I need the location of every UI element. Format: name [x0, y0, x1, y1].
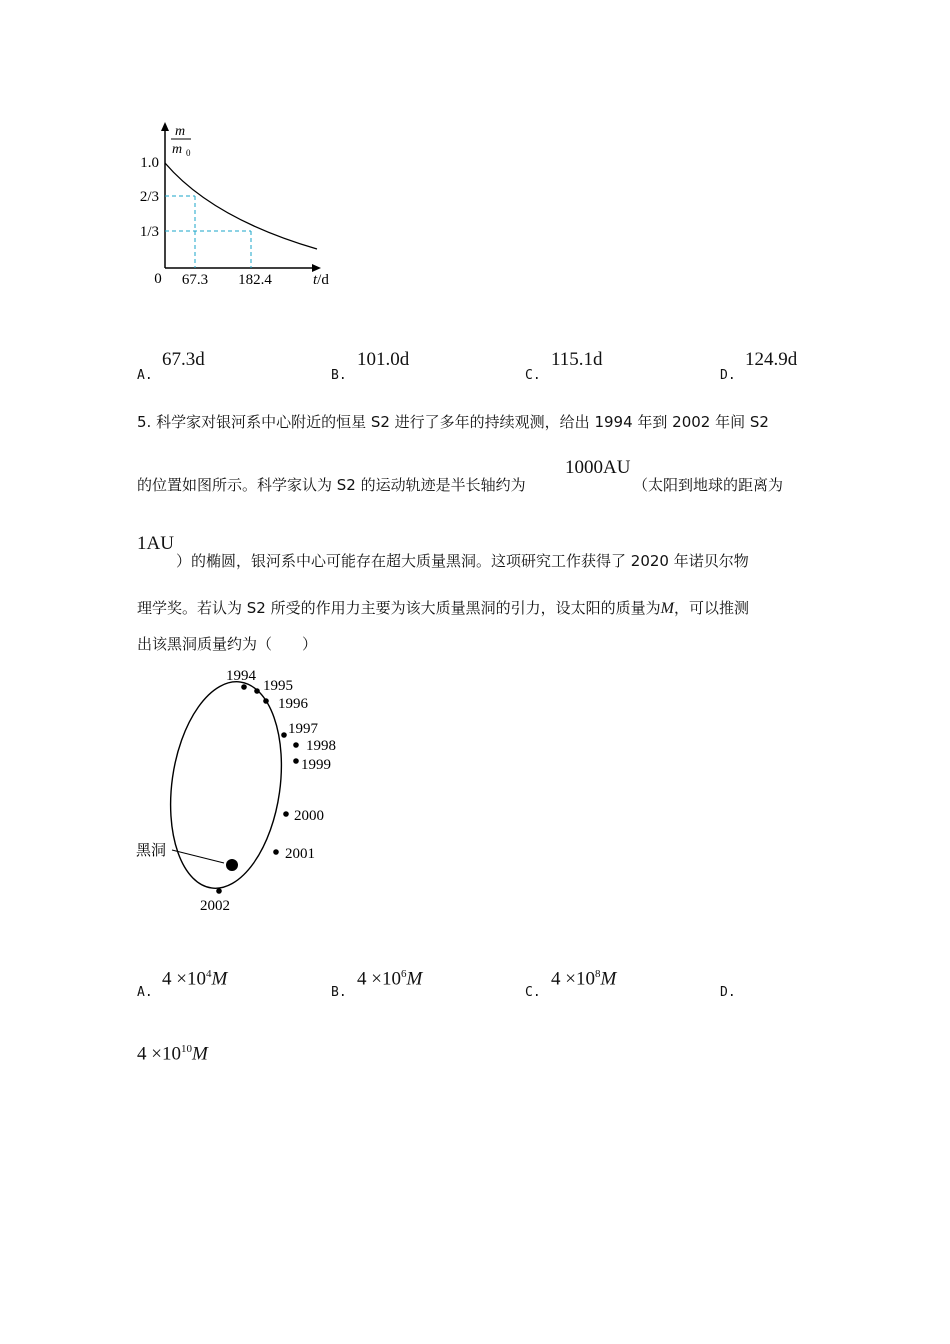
q5-line-2-post: （太阳到地球的距离为 [633, 476, 784, 494]
option-letter: B. [331, 368, 347, 383]
point-1996 [263, 698, 269, 704]
q5-line-5: 出该黑洞质量约为（ ） [137, 635, 318, 653]
point-1999 [293, 758, 299, 764]
year-2002: 2002 [200, 898, 230, 914]
black-hole-label: 黑洞 [136, 841, 167, 859]
point-1994 [241, 684, 247, 690]
x-axis-arrow [312, 264, 321, 272]
option-letter: A. [137, 985, 153, 1000]
year-2001: 2001 [285, 846, 315, 862]
y-label-sub: 0 [186, 148, 191, 158]
year-1999: 1999 [301, 757, 331, 773]
point-2001 [273, 849, 279, 855]
y-tick-1: 1.0 [140, 155, 159, 171]
q5-line-4-post: ，可以推测 [673, 599, 749, 617]
point-2000 [283, 811, 289, 817]
q5-line-2-pre: 的位置如图所示。科学家认为 S2 的运动轨迹是半长轴约为 [137, 476, 526, 494]
origin-label: 0 [154, 271, 162, 287]
option-letter: C. [525, 985, 541, 1000]
year-1995: 1995 [263, 678, 293, 694]
year-1998: 1998 [306, 738, 336, 754]
point-1998 [293, 742, 299, 748]
point-1997 [281, 732, 287, 738]
option-value: 115.1d [551, 349, 603, 370]
black-hole [226, 859, 238, 871]
decay-curve [165, 163, 317, 249]
q5-line-2 [137, 475, 526, 495]
y-axis-arrow [161, 122, 169, 131]
orbit-diagram [130, 660, 350, 920]
orbit-ellipse [158, 674, 294, 895]
x-tick-67: 67.3 [181, 272, 209, 288]
option-value: $4 \times 10^4M$ [162, 968, 228, 990]
q5-line-1: 5. 科学家对银河系中心附近的恒星 S2 进行了多年的持续观测，给出 1994 年到 2002 年间 S2 [137, 413, 769, 431]
option-value: 101.0d [357, 349, 410, 370]
semi-major-axis-value: 1000AU [565, 457, 631, 478]
year-1996: 1996 [278, 696, 308, 712]
option-letter: D. [720, 985, 736, 1000]
option-letter: C. [525, 368, 541, 383]
x-label: t/d [313, 272, 329, 288]
y-tick-2-3: 2/3 [139, 189, 159, 205]
option-value: $4 \times 10^8M$ [551, 968, 617, 990]
sun-mass-var: M [660, 600, 674, 617]
year-1994: 1994 [226, 668, 256, 684]
y-label-bottom: m [171, 142, 183, 157]
y-label-top: m [174, 124, 186, 139]
option-value: 124.9d [745, 349, 798, 370]
option-value: $4 \times 10^{10}M$ [137, 1043, 208, 1065]
year-2000: 2000 [294, 808, 324, 824]
au-value: 1AU [137, 533, 174, 554]
point-1995 [254, 688, 260, 694]
q5-line-4-pre: 理学奖。若认为 S2 所受的作用力主要为该大质量黑洞的引力，设太阳的质量为 [137, 599, 661, 617]
option-letter: D. [720, 368, 736, 383]
option-letter: B. [331, 985, 347, 1000]
option-value: $4 \times 10^6M$ [357, 968, 423, 990]
q5-line-3-post: ）的椭圆，银河系中心可能存在超大质量黑洞。这项研究工作获得了 2020 年诺贝尔物 [176, 552, 749, 570]
year-1997: 1997 [288, 721, 318, 737]
q5-line-4 [137, 598, 749, 619]
point-2002 [216, 888, 222, 894]
x-tick-182: 182.4 [238, 272, 272, 288]
option-letter: A. [137, 368, 153, 383]
decay-chart [125, 118, 355, 293]
option-value: 67.3d [162, 349, 205, 370]
y-tick-1-3: 1/3 [139, 224, 159, 240]
